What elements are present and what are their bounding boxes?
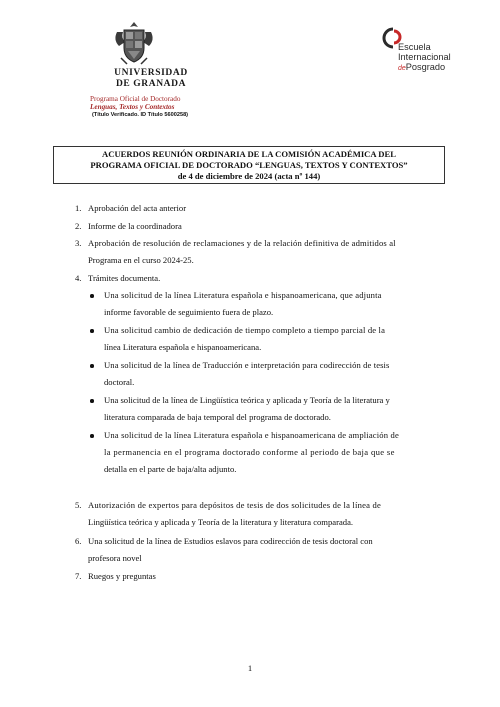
bullet-4-line-1: Una solicitud de la línea de Lingüística teórica y aplicada y Teoría de la literatura y bbox=[104, 395, 390, 405]
bullet-2-line-2: línea Literatura española e hispanoamericana. bbox=[104, 342, 262, 352]
item-number-5: 5. bbox=[75, 500, 82, 510]
bullet-3-line-2: doctoral. bbox=[104, 377, 135, 387]
title-line-3: de 4 de diciembre de 2024 (acta nº 144) bbox=[177, 171, 321, 181]
item-6-line-1: Una solicitud de la línea de Estudios eslavos para codirección de tesis doctoral con bbox=[88, 536, 373, 546]
item-number-1: 1. bbox=[75, 203, 82, 213]
title-line-1: ACUERDOS REUNIÓN ORDINARIA DE LA COMISIÓN ACADÉMICA DEL bbox=[102, 149, 396, 159]
program-name: Lenguas, Textos y Contextos bbox=[90, 103, 175, 111]
item-6-line-2: profesora novel bbox=[88, 553, 142, 563]
bullet-3-dot bbox=[90, 364, 94, 368]
item-3-line-1: Aprobación de resolución de reclamaciones y de la relación definitiva de admitidos al bbox=[88, 238, 396, 248]
item-7: Ruegos y preguntas bbox=[88, 571, 156, 581]
item-4: Trámites documenta. bbox=[88, 273, 161, 283]
title-line-2: PROGRAMA OFICIAL DE DOCTORADO “LENGUAS, TEXTOS Y CONTEXTOS” bbox=[90, 160, 408, 170]
page-number: 1 bbox=[247, 663, 253, 673]
item-number-3: 3. bbox=[75, 238, 82, 248]
bullet-3-line-1: Una solicitud de la línea de Traducción e interpretación para codirección de tesis bbox=[104, 360, 390, 370]
bullet-5-line-3: detalla en el parte de baja/alta adjunto. bbox=[104, 464, 237, 474]
university-name-line1: UNIVERSIDAD bbox=[114, 68, 188, 78]
document-title-box bbox=[53, 146, 445, 184]
school-name-line2: Internacional bbox=[398, 52, 451, 62]
item-3-line-2: Programa en el curso 2024-25. bbox=[88, 255, 194, 265]
bullet-5-line-2: la permanencia en el programa doctorado conforme al periodo de baja que se bbox=[104, 447, 395, 457]
bullet-2-dot bbox=[90, 329, 94, 333]
item-number-6: 6. bbox=[75, 536, 82, 546]
university-crest-logo bbox=[111, 18, 157, 68]
university-name-line2: DE GRANADA bbox=[115, 79, 187, 89]
item-number-4: 4. bbox=[75, 273, 82, 283]
title-verified-note: (Título Verificado. ID Título 5600258) bbox=[92, 112, 189, 118]
bullet-5-dot bbox=[90, 434, 94, 438]
school-name-line1: Escuela bbox=[398, 42, 431, 52]
school-name-line3 bbox=[398, 63, 445, 72]
bullet-1-dot bbox=[90, 294, 94, 298]
school-name-prefix: de bbox=[398, 65, 406, 72]
bullet-2-line-1: Una solicitud cambio de dedicación de tiempo completo a tiempo parcial de la bbox=[104, 325, 386, 335]
program-label: Programa Oficial de Doctorado bbox=[90, 95, 181, 103]
item-5-line-2: Lingüística teórica y aplicada y Teoría de la literatura y literatura comparada. bbox=[88, 517, 354, 527]
item-number-2: 2. bbox=[75, 221, 82, 231]
item-2: Informe de la coordinadora bbox=[88, 221, 182, 231]
bullet-4-line-2: literatura comparada de baja temporal del programa de doctorado. bbox=[104, 412, 331, 422]
bullet-1-line-1: Una solicitud de la línea Literatura española e hispanoamericana, que adjunta bbox=[104, 290, 382, 300]
bullet-1-line-2: informe favorable de seguimiento fuera de plazo. bbox=[104, 307, 274, 317]
bullet-5-line-1: Una solicitud de la línea Literatura española e hispanoamericana de ampliación de bbox=[104, 430, 399, 440]
item-1: Aprobación del acta anterior bbox=[88, 203, 187, 213]
item-number-7: 7. bbox=[75, 571, 82, 581]
school-name-posgrado: Posgrado bbox=[405, 62, 446, 72]
item-5-line-1: Autorización de expertos para depósitos de tesis de dos solicitudes de la línea de bbox=[88, 500, 381, 510]
bullet-4-dot bbox=[90, 399, 94, 403]
